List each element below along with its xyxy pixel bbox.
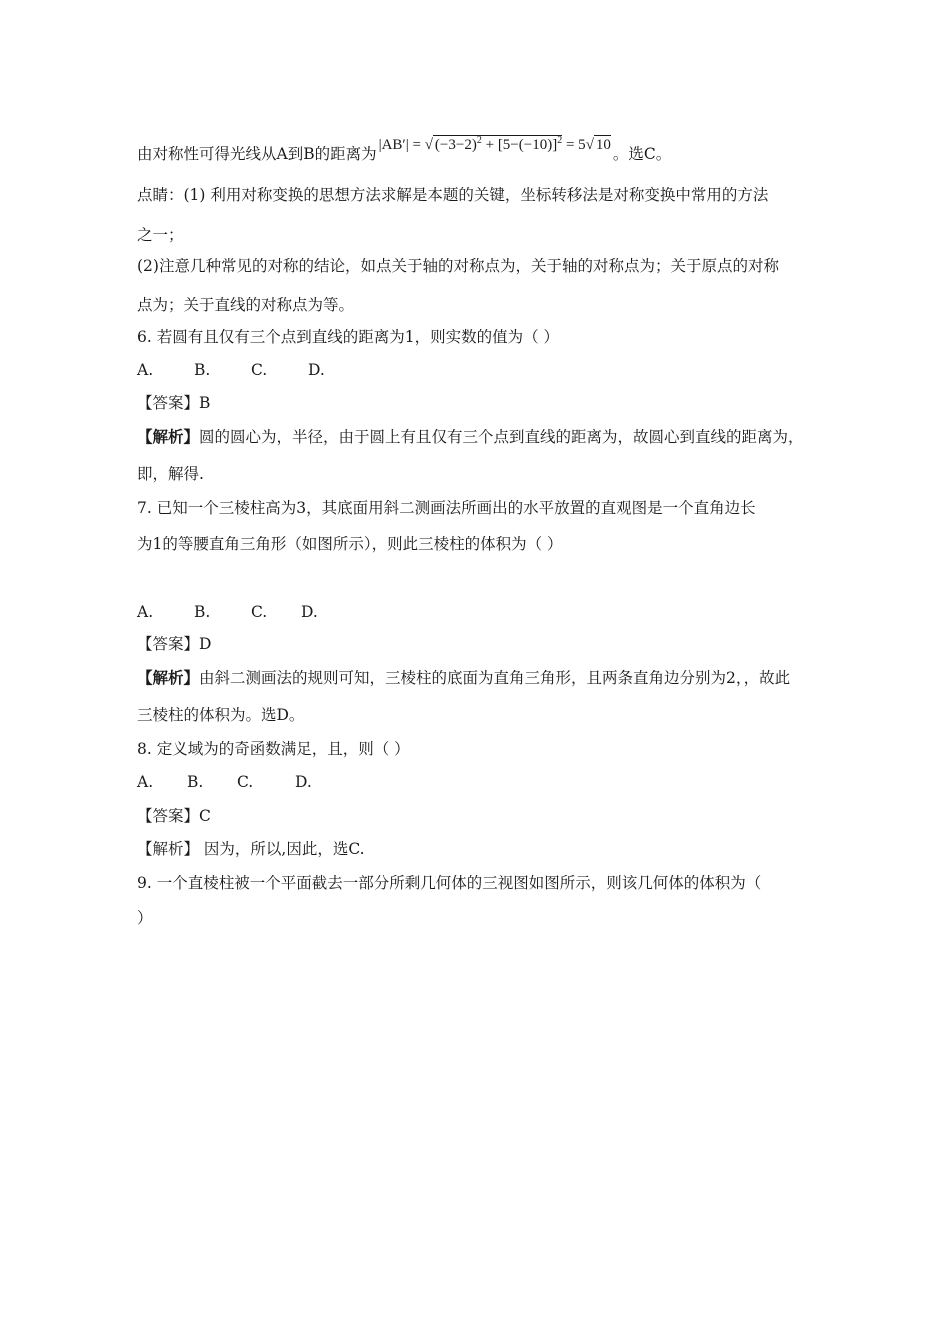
option-b: B. [194,361,211,379]
formula-lhs: |AB′| = [378,137,421,153]
question-7-line-2: 为1的等腰直角三角形（如图所示），则此三棱柱的体积为（ ） [137,535,563,553]
term-a: (−3−2) [434,137,477,153]
explanation-8: 【解析】 因为，所以,因此，选C. [137,840,365,858]
question-6-options [137,359,325,381]
explanation-text: 由斜二测画法的规则可知，三棱柱的底面为直角三角形，且两条直角边分别为2，，故此 [199,669,791,687]
sqrt-result: √ 10 [585,137,611,153]
hint-line-3: (2)注意几种常见的对称的结论，如点关于轴的对称点为，关于轴的对称点为；关于原点的对称 [137,257,779,275]
explanation-text: 圆的圆心为，半径，由于圆上有且仅有三个点到直线的距离为，故圆心到直线的距离为， [199,428,804,446]
explanation-6-line-1 [137,426,804,448]
option-a: A. [137,361,154,379]
question-8-options [137,771,312,793]
explanation-6-line-2: 即，解得. [137,465,204,483]
solution-text-suffix: 。选C。 [612,145,672,163]
question-7-line-1: 7. 已知一个三棱柱高为3，其底面用斜二测画法所画出的水平放置的直观图是一个直角边长 [137,499,756,517]
solution-text: 由对称性可得光线从A到B的距离为 [137,145,377,163]
question-9-line-1: 9. 一个直棱柱被一个平面截去一部分所剩几何体的三视图如图所示，则该几何体的体积为（ [137,874,762,892]
option-b: B. [187,773,204,791]
hint-line-4: 点为；关于直线的对称点为等。 [137,296,355,314]
question-8: 8. 定义域为的奇函数满足，且，则（ ） [137,740,410,758]
formula-equals: = 5 [562,137,586,153]
answer-7: 【答案】D [137,635,212,653]
option-c: C. [251,603,268,621]
option-d: D. [308,361,325,379]
answer-8: 【答案】C [137,807,211,825]
solution-line-1 [137,135,672,166]
question-6: 6. 若圆有且仅有三个点到直线的距离为1，则实数的值为（ ） [137,328,560,346]
option-a: A. [137,603,154,621]
explanation-7-line-2: 三棱柱的体积为。选D。 [137,706,305,724]
explanation-7-line-1 [137,667,790,689]
sqrt-result-radicand: 10 [595,137,611,153]
option-c: C. [251,361,268,379]
hint-line-1: 点睛：(1) 利用对称变换的思想方法求解是本题的关键，坐标转移法是对称变换中常用的方法 [137,186,769,204]
exponent-a: 2 [476,135,482,146]
explanation-label: 【解析】 [137,668,200,687]
option-b: B. [194,603,211,621]
question-9-line-2: ） [137,909,153,927]
term-b: [5−(−10)] [497,137,558,153]
option-a: A. [137,773,154,791]
hint-line-2: 之一； [137,226,184,244]
exponent-b: 2 [557,135,563,146]
option-c: C. [237,773,254,791]
sqrt-expression: √ $(-3-2)^2 + [5-(-10)]^2$ [424,135,563,153]
explanation-label: 【解析】 [137,427,200,446]
answer-6: 【答案】B [137,394,211,412]
plus-sign: + [481,137,498,153]
distance-formula [379,130,611,156]
option-d: D. [301,603,318,621]
option-d: D. [295,773,312,791]
sqrt-radicand [433,135,562,153]
question-7-options [137,601,318,623]
